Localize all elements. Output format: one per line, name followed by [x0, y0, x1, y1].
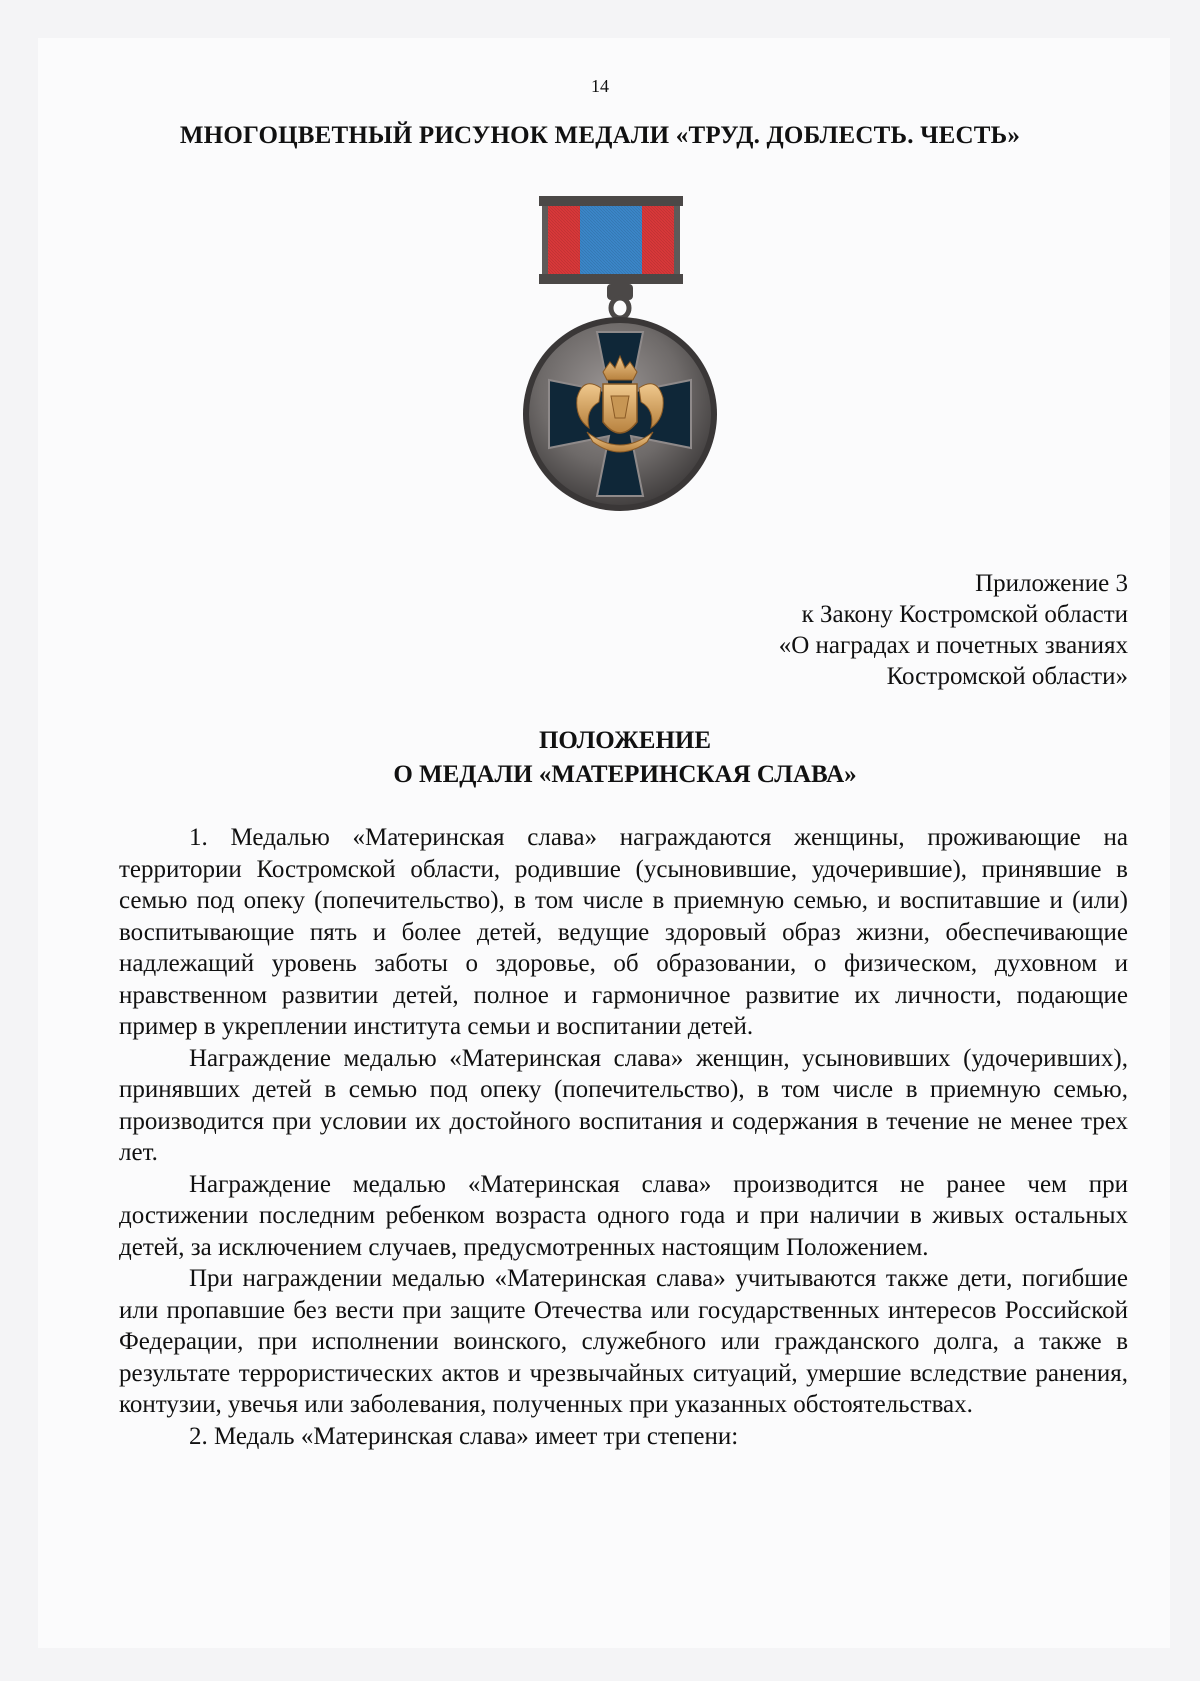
appendix-line: к Закону Костромской области — [801, 601, 1128, 628]
paragraph: При награждении медалью «Материнская слава» учитываются также дети, погибшие или пропавшие без вести при защите Отечества или государственных интересов Российской Федерации, при исполнении воинского, служебного или гражданского долга, а также в результате террористических актов и чрезвычайных ситуаций, умершие вследствие ранения, контузии, увечья или заболевания, полученных при указанных обстоятельствах. — [119, 1265, 1128, 1418]
medal-illustration-title: МНОГОЦВЕТНЫЙ РИСУНОК МЕДАЛИ «ТРУД. ДОБЛЕСТЬ. ЧЕСТЬ» — [179, 122, 1021, 149]
paragraph: 1. Медалью «Материнская слава» награждаются женщины, проживающие на территории Костромской области, родившие (усыновившие, удочерившие), принявшие в семью под опеку (попечительство), в том числе в приемную семью, и воспитавшие и (или) воспитывающие пять и более детей, ведущие здоровый образ жизни, обеспечивающие надлежащий уровень заботы о здоровье, об образовании, о физическом, духовном и нравственном развитии детей, полное и гармоничное развитие их личности, подающие пример в укреплении института семьи и воспитании детей. — [119, 824, 1128, 1040]
page-number: 14 — [591, 76, 609, 96]
medal-image — [515, 196, 725, 531]
suspension-ring — [607, 284, 633, 318]
paragraph: Награждение медалью «Материнская слава» женщин, усыновивших (удочеривших), принявших детей в семью под опеку (попечительство), в том числе в приемную семью, производится при условии их достойного воспитания и содержания в течение не менее трех лет. — [119, 1044, 1128, 1166]
document-body — [119, 822, 1128, 1452]
appendix-line: «О наградах и почетных званиях — [778, 632, 1128, 659]
document-heading — [0, 724, 1200, 792]
paragraph: 2. Медаль «Материнская слава» имеет три степени: — [189, 1422, 739, 1450]
ribbon-block — [539, 196, 683, 284]
heading-line-1: ПОЛОЖЕНИЕ — [538, 727, 712, 754]
heading-line-2: О МЕДАЛИ «МАТЕРИНСКАЯ СЛАВА» — [393, 761, 857, 788]
appendix-reference — [608, 568, 1128, 692]
appendix-line: Костромской области» — [886, 663, 1128, 690]
paragraph: Награждение медалью «Материнская слава» производится не ранее чем при достижении последним ребенком возраста одного года и при наличии в живых остальных детей, за исключением случаев, предусмотренных настоящим Положением. — [119, 1170, 1128, 1261]
appendix-line: Приложение 3 — [975, 570, 1128, 597]
